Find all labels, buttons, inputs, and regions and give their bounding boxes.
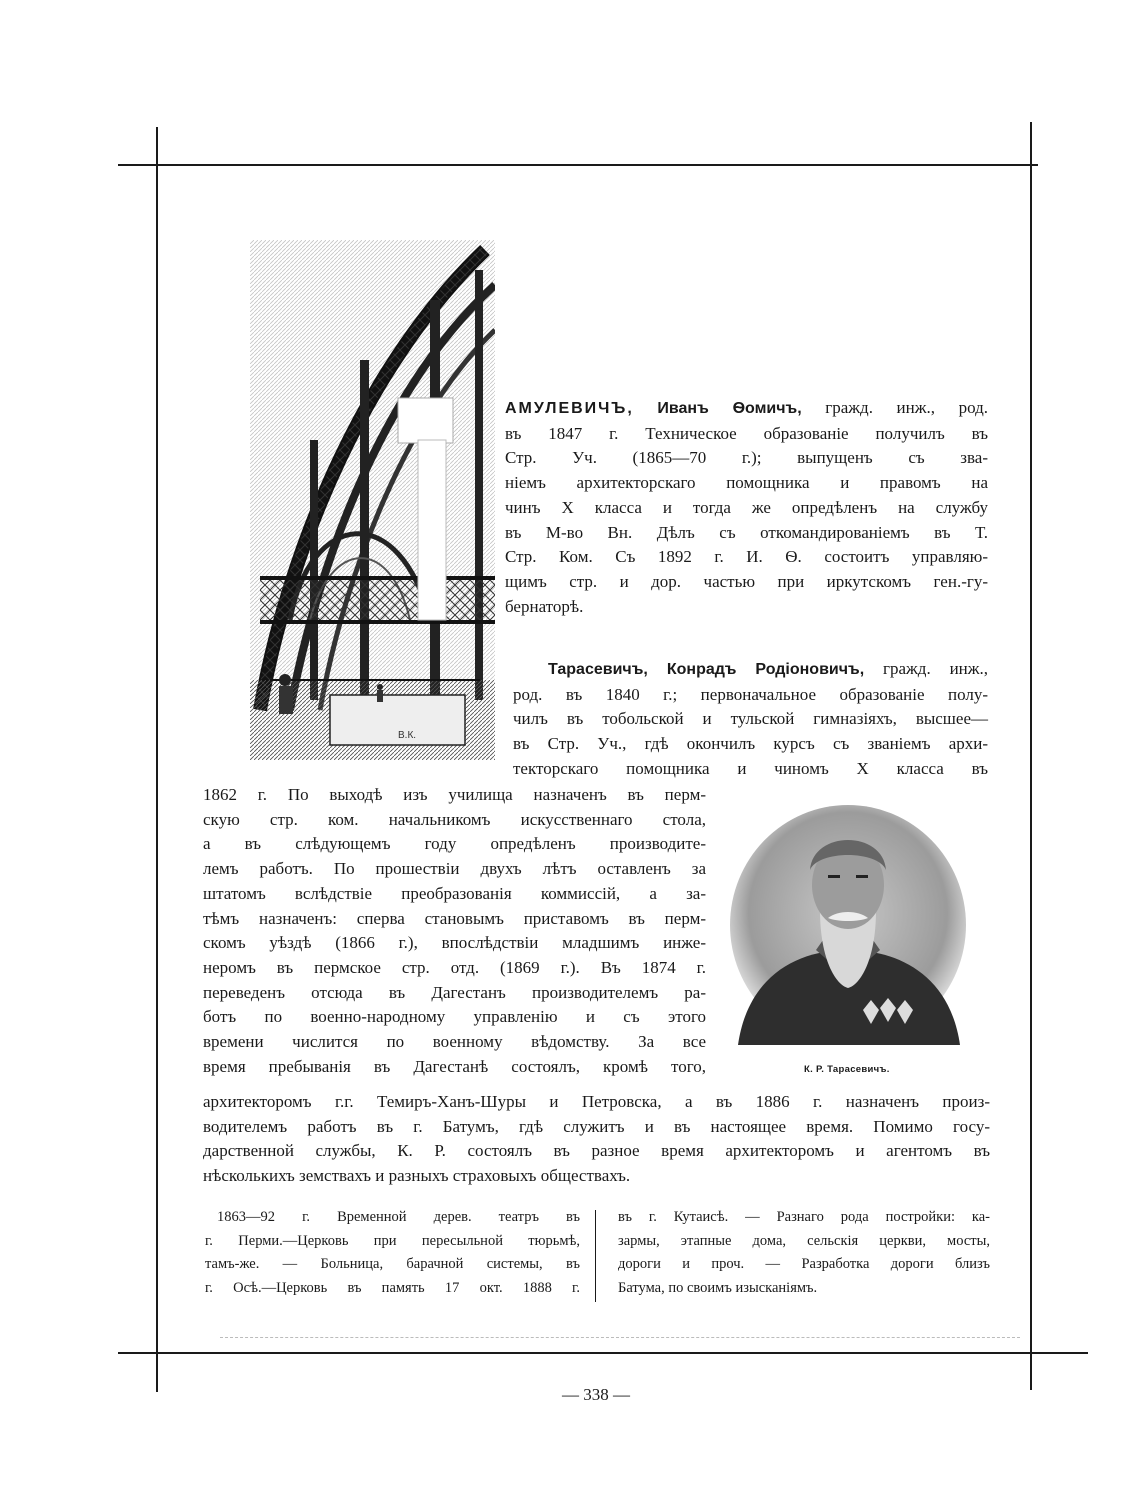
text-line: Стр. Уч. (1865—70 г.); выпущенъ съ зва- [505,448,988,468]
text-line: времени числится по военному вѣдомству. За все [203,1032,706,1052]
iron-hall-engraving [250,240,495,760]
works-right-column [618,1206,990,1300]
text-line: щимъ стр. и дор. частью при иркутскомъ ген.-гу- [505,571,988,591]
text-line: ніемъ архитекторскаго помощника и правомъ на [505,473,988,493]
text-line: зармы, этапные дома, сельскія церкви, мосты, [618,1232,990,1249]
portrait [728,800,968,1045]
text-line: 1863—92 г. Временной дерев. театръ въ [217,1209,580,1225]
text-line: род. въ 1840 г.; первоначальное образованіе полу- [513,684,988,704]
entry-tarasevich-line-1: Тарасевичъ, Конрадъ Родіоновичъ, гражд. инж., [548,659,989,678]
text-line: время пребыванія въ Дагестанѣ состоялъ, кромѣ того, [203,1056,706,1076]
portrait-engraving [728,800,968,1045]
bottom-frame-rule [118,1352,1088,1354]
text-line: текторскаго помощника и чиномъ X класса въ [513,758,988,778]
text-line: переведенъ отсюда въ Дагестанъ производителемъ ра- [203,982,706,1002]
entry-amulevich [505,396,988,619]
dashed-rule [220,1337,1020,1338]
works-left-column [205,1206,580,1300]
entry-amulevich-line-1: АМУЛЕВИЧЪ, Иванъ Ѳомичъ, гражд. инж., род. [505,398,989,417]
entry-tarasevich-top [513,657,988,782]
text-line: въ Стр. Уч., гдѣ окончилъ курсъ съ званіемъ архи- [513,734,988,754]
text-line: 1862 г. По выходѣ изъ училища назначенъ въ перм- [203,785,706,804]
text-line: скомъ уѣздѣ (1866 г.), впослѣдствіи младшимъ инже- [203,933,706,953]
text-line: дороги и проч. — Разработка дороги близъ [618,1256,990,1272]
text-line: неромъ въ пермское стр. отд. (1869 г.). Въ 1874 г. [203,957,706,977]
text-line: въ 1847 г. Техническое образованіе получилъ въ [505,423,988,443]
text-line: скую стр. ком. начальникомъ искусственнаго стола, [203,809,706,829]
text-line: дарственной службы, К. Р. состоялъ въ разное время архитекторомъ и агентомъ въ [203,1141,990,1161]
column-divider [595,1210,596,1302]
text-line: тамъ-же. — Больница, барачной системы, въ [205,1256,580,1272]
entry-tarasevich-full [203,1090,990,1189]
text-line: водителемъ работъ въ г. Батумъ, гдѣ служитъ и въ настоящее время. Помимо госу- [203,1116,990,1136]
text-line: чинъ X класса и тогда же опредѣленъ на службу [505,497,988,517]
text-line: г. Перми.—Церковь при пересыльной тюрьмѣ, [205,1232,580,1249]
architectural-illustration [250,240,495,760]
right-frame-rule [1030,122,1032,1390]
text-line: архитекторомъ г.г. Темиръ-Ханъ-Шуры и Петровска, а въ 1886 г. назначенъ произ- [203,1092,990,1111]
entry-tarasevich-left [203,783,706,1079]
portrait-caption: К. Р. Тарасевичъ. [804,1064,890,1075]
page-number: — 338 — [562,1385,630,1404]
illustration-signature: В.К. [398,730,417,741]
left-frame-rule [156,127,158,1392]
text-line: въ М-во Вн. Дѣлъ съ откомандированіемъ въ Т. [505,522,988,542]
top-frame-rule [118,164,1038,166]
text-line: нѣсколькихъ земствахъ и разныхъ страховыхъ обществахъ. [203,1166,631,1186]
text-line: въ г. Кутаисѣ. — Разнаго рода постройки: ка- [618,1209,990,1225]
entry-tarasevich-name: Тарасевичъ, Конрадъ Родіоновичъ, [548,661,865,678]
text-line: Батума, по своимъ изысканіямъ. [618,1279,818,1296]
text-line: а въ слѣдующемъ году опредѣленъ производите- [203,834,706,854]
text-line: бернаторѣ. [505,596,584,616]
text-line: лемъ работъ. По прошествіи двухъ лѣтъ оставленъ за [203,859,706,879]
text-line: чилъ въ тобольской и тульской гимназіяхъ, высшее— [513,709,988,729]
text-line: Стр. Ком. Съ 1892 г. И. Ѳ. состоитъ управляю- [505,547,988,567]
entry-amulevich-surname: АМУЛЕВИЧЪ, [505,400,634,417]
text-line: г. Осѣ.—Церковь въ память 17 окт. 1888 г. [205,1279,580,1296]
text-line: штатомъ вслѣдствіе преобразованія коммиссій, а за- [203,883,706,903]
text-line: ботъ по военно-народному управленію и съ этого [203,1007,706,1027]
text-line: тѣмъ назначенъ: сперва становымъ приставомъ въ перм- [203,908,706,928]
entry-amulevich-given-name: Иванъ Ѳомичъ, [657,400,802,417]
